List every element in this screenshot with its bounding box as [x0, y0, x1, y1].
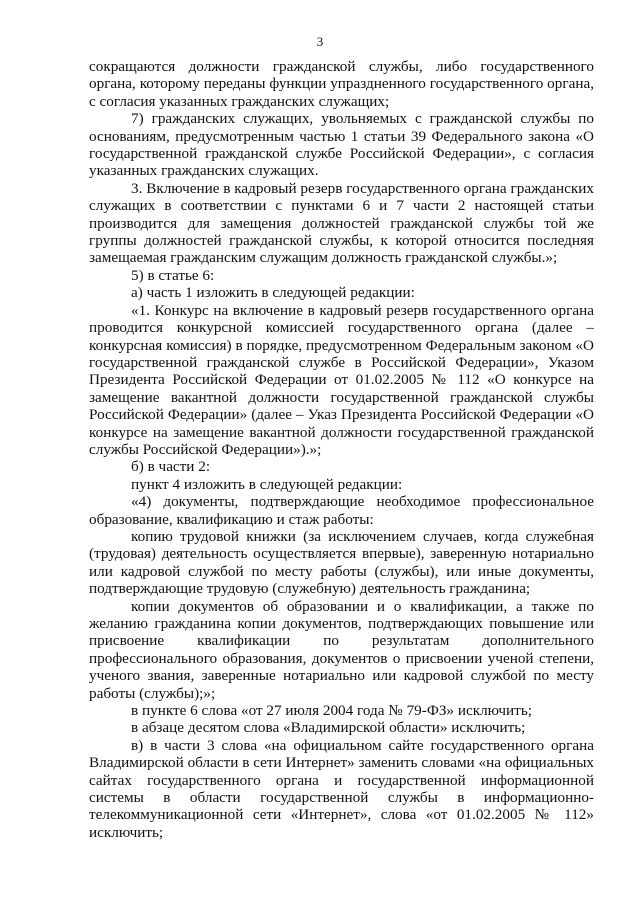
paragraph: б) в части 2: — [131, 458, 211, 476]
paragraph: 3. Включение в кадровый резерв государственного органа гражданских служащих в соответствии с пунктами 6 и 7 части 2 настоящей статьи производится для замещения должностей гражданской службы той же группы должностей гражданской службы, к которой относится последняя замещаемая гражданским служащим должность гражданской службы.»; — [89, 179, 594, 267]
paragraph: пункт 4 изложить в следующей редакции: — [131, 475, 403, 493]
paragraph: копию трудовой книжки (за исключением случаев, когда служебная (трудовая) деятельность осуществляется впервые), заверенную нотариально или кадровой службой по месту работы (службы), или иные документы, подтверждающие трудовую (служебную) деятельность гражданина; — [89, 527, 594, 598]
paragraph: сокращаются должности гражданской службы, либо государственного органа, которому переданы функции упраздненного государственного органа, с согласия указанных гражданских служащих; — [89, 58, 594, 110]
page-number: 3 — [316, 34, 324, 49]
paragraph: в пункте 6 слова «от 27 июля 2004 года № 79-ФЗ» исключить; — [131, 702, 532, 720]
paragraph: «4) документы, подтверждающие необходимое профессиональное образование, квалификацию и стаж работы: — [89, 493, 594, 528]
paragraph: 5) в статье 6: — [131, 266, 215, 284]
paragraph: в абзаце десятом слова «Владимирской области» исключить; — [131, 719, 526, 737]
paragraph: 7) гражданских служащих, увольняемых с гражданской службы по основаниям, предусмотренным частью 1 статьи 39 Федерального закона «О государственной гражданской службе Российской Федерации», с согласия указанных гражданских служащих. — [89, 110, 594, 180]
paragraph: копии документов об образовании и о квалификации, а также по желанию гражданина копии документов, подтверждающих повышение или присвоение квалификации по результатам дополнительного профессионального образования, документов о присвоении ученой степени, ученого звания, заверенные нотариально или кадровой службой по месту работы (службы);»; — [89, 597, 594, 702]
document-body — [89, 58, 594, 841]
paragraph: а) часть 1 изложить в следующей редакции: — [131, 284, 415, 302]
paragraph: «1. Конкурс на включение в кадровый резерв государственного органа проводится конкурсной комиссией государственного органа (далее – конкурсная комиссия) в порядке, предусмотренном Федеральным законом «О государственной гражданской службе в Российской Федерации», Указом Президента Российской Федерации от 01.02.2005 № 112 «О конкурсе на замещение вакантной должности государственной гражданской службы Российской Федерации» (далее – Указ Президента Российской Федерации «О конкурсе на замещение вакантной должности государственной гражданской службы Российской Федерации»).»; — [89, 301, 594, 458]
paragraph: в) в части 3 слова «на официальном сайте государственного органа Владимирской области в сети Интернет» заменить словами «на официальных сайтах государственного органа и государственной информационной системы в области государственной службы в информационно-телекоммуникационной сети «Интернет», слова «от 01.02.2005 № 112» исключить; — [89, 736, 594, 841]
